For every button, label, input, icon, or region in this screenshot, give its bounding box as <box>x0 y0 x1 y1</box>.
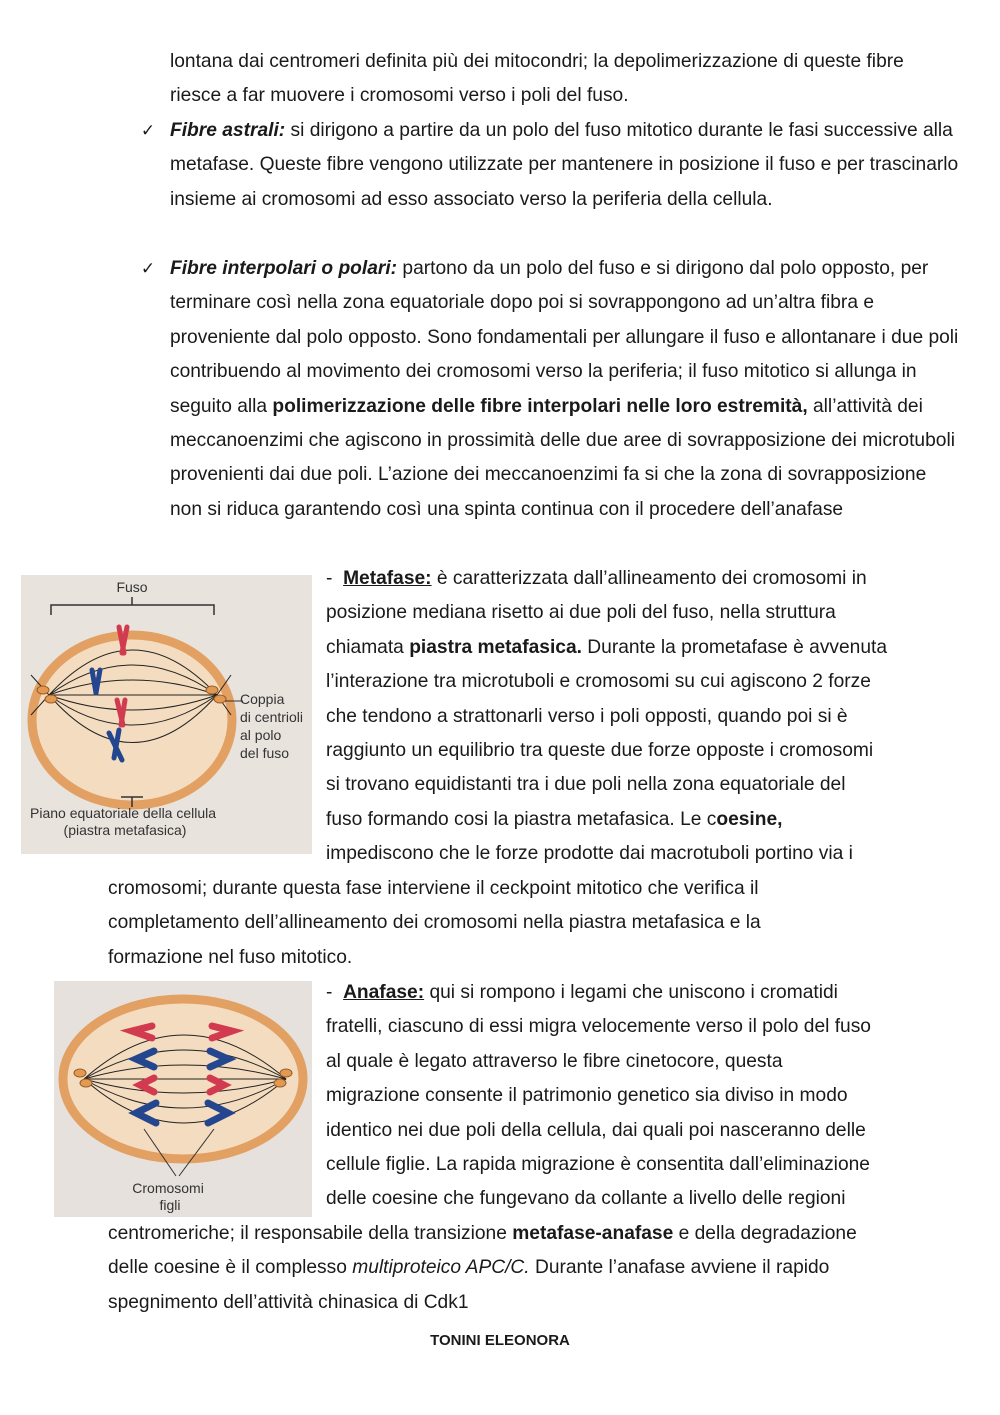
metafase-line: fuso formando cosi la piastra metafasica. Le coesine, <box>326 808 783 830</box>
svg-text:Cromosomi figli <box>132 1180 207 1213</box>
footer-author: TONINI ELEONORA <box>430 1332 570 1349</box>
metafase-line: chiamata piastra metafasica. Durante la prometafase è avvenuta <box>326 636 888 658</box>
svg-text:Piano equatoriale della cellul <box>30 805 220 838</box>
bullet-label: Fibre astrali: <box>170 120 286 141</box>
metafase-line: posizione mediana risetto ai due poli del fuso, nella struttura <box>326 602 836 624</box>
metafase-line <box>326 562 966 596</box>
metafase-line: si trovano equidistanti tra i due poli nella zona equatoriale del <box>326 774 846 796</box>
intro-paragraph: lontana dai centromeri definita più dei mitocondri; la depolimerizzazione di queste fibre riesce a far muovere i cromosomi verso i poli del fuso. <box>170 51 904 107</box>
metafase-line: impediscono che le forze prodotte dai macrotuboli portino via i <box>326 843 853 865</box>
label-polo: al polo <box>240 727 282 743</box>
label-figli: figli <box>159 1197 181 1213</box>
bullet-fibre-interpolari <box>170 252 960 527</box>
label-fuso-pole: del fuso <box>240 745 290 761</box>
metafase-section <box>326 562 966 872</box>
label-fuso: Fuso <box>116 579 148 595</box>
metafase-title: Metafase: <box>343 568 432 589</box>
metafase-wide-line: formazione nel fuso mitotico. <box>108 946 353 968</box>
metafase-anafase-bold: metafase-anafase <box>512 1223 674 1244</box>
anafase-wide-line: delle coesine è il complesso multiproteico APC/C. Durante l’anafase avviene il rapido <box>108 1257 830 1279</box>
svg-text:Coppia di centrioli <box>240 691 307 761</box>
anafase-line: identico nei due poli della cellula, dai quali poi nasceranno delle <box>326 1119 866 1141</box>
label-cromosomi: Cromosomi <box>132 1180 204 1196</box>
anafase-wide-line: centromeriche; il responsabile della transizione metafase-anafase e della degradazione <box>108 1223 857 1244</box>
label-piastra-metafasica: (piastra metafasica) <box>63 822 187 838</box>
anafase-line: delle coesine che fungevano da collante a livello delle regioni <box>326 1188 846 1210</box>
metafase-wide-line: cromosomi; durante questa fase interviene il ceckpoint mitotico che verifica il <box>108 878 759 899</box>
bullet-text: partono da un polo del fuso e si dirigono dal polo opposto, per terminare così nella zona equatoriale dopo poi si sovrappongono ad un’altra fibra e proveniente dal polo opposto. Sono fondamentali per allungare il fuso e allontanare i due poli contribuendo al movimento dei cromosomi verso la periferia; il fuso mitotico si allunga in seguito alla <box>170 258 959 417</box>
coesine-bold: oesine, <box>716 808 783 830</box>
anafase-wide-line: spegnimento dell’attività chinasica di Cdk1 <box>108 1291 469 1313</box>
anafase-line: migrazione consente il patrimonio genetico sia diviso in modo <box>326 1085 848 1107</box>
anafase-line: al quale è legato attraverso le fibre cinetocore, questa <box>326 1050 783 1072</box>
checkmark-icon: ✓ <box>140 121 156 141</box>
bullet-fibre-astrali <box>170 114 960 217</box>
dash: - <box>326 568 333 589</box>
metafase-text: è caratterizzata dall’allineamento dei cromosomi in <box>431 568 867 589</box>
anafase-section <box>326 976 966 1217</box>
apc-italic: multiproteico APC/C. <box>352 1257 530 1279</box>
metafase-line: che tendono a strattonarli verso i poli opposti, quando poi si è <box>326 705 848 727</box>
checkmark-icon: ✓ <box>140 259 156 279</box>
dash: - <box>326 982 333 1003</box>
anafase-figure <box>54 981 312 1217</box>
bullet-text-continued: all’attività dei meccanoenzimi che agiscono in prossimità delle due aree di sovrapposizione dei microtuboli provenienti dai due poli. L’azione dei meccanoenzimi fa si che la zona di sovrapposizione non si riduca garantendo così una spinta continua con il procedere dell’anafase <box>170 395 955 520</box>
bullet-text: si dirigono a partire da un polo del fuso mitotico durante le fasi successive alla metafase. Queste fibre vengono utilizzate per mantenere in posizione il fuso e per trascinarlo insieme ai cromosomi ad esso associato verso la periferia della cellula. <box>170 120 959 210</box>
metafase-wide-line: completamento dell’allineamento dei cromosomi nella piastra metafasica e la <box>108 912 761 934</box>
bullet-bold-text: polimerizzazione delle fibre interpolari nelle loro estremità, <box>272 395 808 417</box>
metafase-line: l’interazione tra microtuboli e cromosomi su cui agiscono 2 forze <box>326 671 871 693</box>
anafase-title: Anafase: <box>343 982 425 1003</box>
label-centrioli: di centrioli <box>240 709 304 725</box>
anafase-line: fratelli, ciascuno di essi migra velocemente verso il polo del fuso <box>326 1016 871 1038</box>
piastra-bold: piastra metafasica. <box>409 636 582 658</box>
bullet-label: Fibre interpolari o polari: <box>170 258 398 279</box>
metafase-line: raggiunto un equilibrio tra queste due forze opposte i cromosomi <box>326 740 874 762</box>
anafase-line: cellule figlie. La rapida migrazione è consentita dall’eliminazione <box>326 1154 870 1176</box>
label-piano-equatoriale: Piano equatoriale della cellula <box>30 805 217 821</box>
anafase-text: qui si rompono i legami che uniscono i cromatidi <box>424 982 838 1003</box>
anafase-line <box>326 976 966 1010</box>
anafase-continuation <box>108 1217 968 1320</box>
metafase-continuation <box>108 872 968 975</box>
label-coppia: Coppia <box>240 691 285 707</box>
metafase-figure <box>21 575 312 854</box>
